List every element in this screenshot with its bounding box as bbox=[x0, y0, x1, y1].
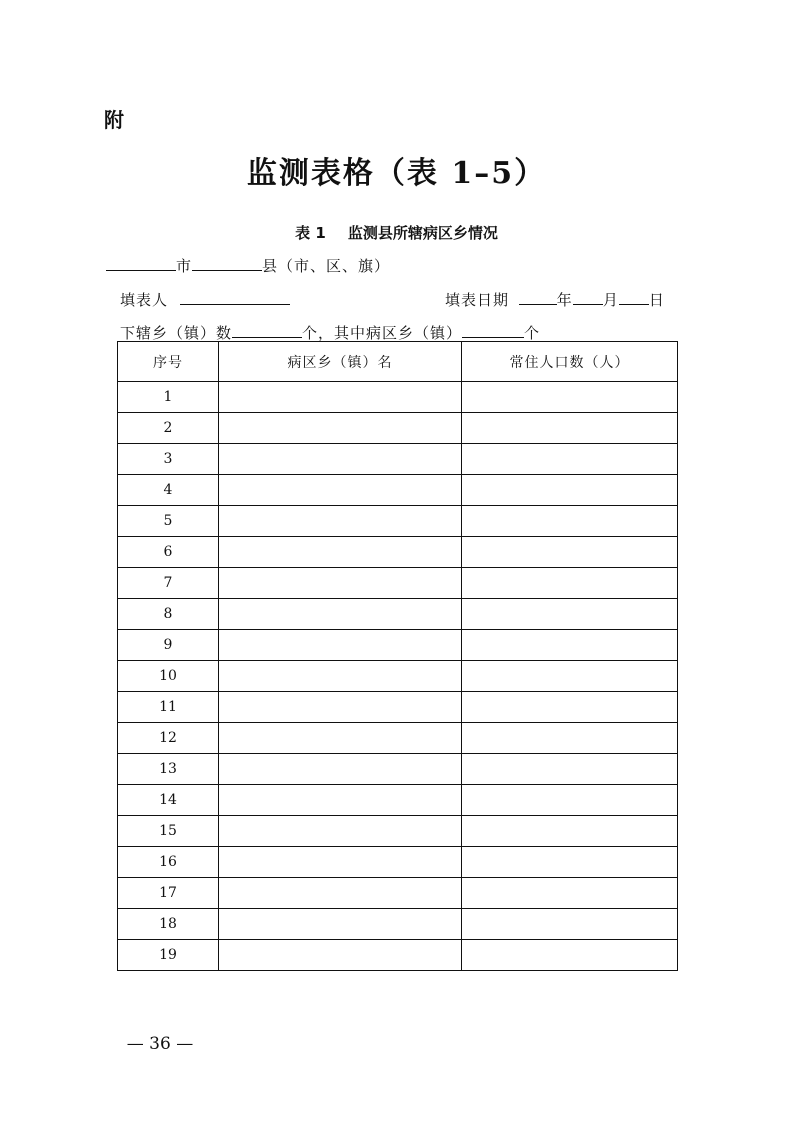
row-index: 9 bbox=[118, 630, 219, 661]
table-subtitle bbox=[0, 222, 793, 243]
table-row bbox=[118, 599, 678, 630]
table-row bbox=[118, 847, 678, 878]
population-cell[interactable] bbox=[462, 537, 678, 568]
town-name-cell[interactable] bbox=[219, 940, 462, 971]
town-name-cell[interactable] bbox=[219, 723, 462, 754]
population-cell[interactable] bbox=[462, 723, 678, 754]
col-header-population: 常住人口数（人） bbox=[462, 342, 678, 382]
survey-table bbox=[117, 341, 678, 971]
population-cell[interactable] bbox=[462, 506, 678, 537]
town-name-cell[interactable] bbox=[219, 785, 462, 816]
table-row bbox=[118, 444, 678, 475]
region-line bbox=[106, 255, 390, 276]
towns-mid: 个，其中病区乡（镇） bbox=[302, 324, 463, 342]
population-cell[interactable] bbox=[462, 475, 678, 506]
town-name-cell[interactable] bbox=[219, 816, 462, 847]
table-header-row bbox=[118, 342, 678, 382]
town-name-cell[interactable] bbox=[219, 413, 462, 444]
row-index: 2 bbox=[118, 413, 219, 444]
table-row bbox=[118, 475, 678, 506]
row-index: 17 bbox=[118, 878, 219, 909]
population-cell[interactable] bbox=[462, 940, 678, 971]
table-row bbox=[118, 785, 678, 816]
table-row bbox=[118, 940, 678, 971]
table-row bbox=[118, 661, 678, 692]
filler-line bbox=[120, 289, 290, 310]
town-name-cell[interactable] bbox=[219, 692, 462, 723]
towns-line bbox=[120, 322, 540, 343]
town-name-cell[interactable] bbox=[219, 568, 462, 599]
row-index: 6 bbox=[118, 537, 219, 568]
town-name-cell[interactable] bbox=[219, 382, 462, 413]
row-index: 4 bbox=[118, 475, 219, 506]
population-cell[interactable] bbox=[462, 878, 678, 909]
year-field[interactable] bbox=[519, 289, 557, 305]
town-name-cell[interactable] bbox=[219, 878, 462, 909]
population-cell[interactable] bbox=[462, 847, 678, 878]
row-index: 5 bbox=[118, 506, 219, 537]
row-index: 1 bbox=[118, 382, 219, 413]
towns-suffix: 个 bbox=[524, 324, 541, 342]
table-row bbox=[118, 382, 678, 413]
town-name-cell[interactable] bbox=[219, 847, 462, 878]
filler-label: 填表人 bbox=[120, 291, 169, 309]
date-label: 填表日期 bbox=[445, 291, 510, 309]
town-name-cell[interactable] bbox=[219, 444, 462, 475]
row-index: 11 bbox=[118, 692, 219, 723]
table-row bbox=[118, 506, 678, 537]
date-line bbox=[445, 289, 665, 310]
town-name-cell[interactable] bbox=[219, 599, 462, 630]
table-row bbox=[118, 723, 678, 754]
town-name-cell[interactable] bbox=[219, 537, 462, 568]
row-index: 10 bbox=[118, 661, 219, 692]
filler-field[interactable] bbox=[180, 289, 290, 305]
page-number: — 36 — bbox=[126, 1034, 194, 1054]
population-cell[interactable] bbox=[462, 599, 678, 630]
table-row bbox=[118, 754, 678, 785]
towns-count-field[interactable] bbox=[232, 322, 302, 338]
town-name-cell[interactable] bbox=[219, 475, 462, 506]
row-index: 19 bbox=[118, 940, 219, 971]
table-row bbox=[118, 816, 678, 847]
table-row bbox=[118, 413, 678, 444]
row-index: 12 bbox=[118, 723, 219, 754]
city-label: 市 bbox=[176, 257, 193, 275]
row-index: 13 bbox=[118, 754, 219, 785]
town-name-cell[interactable] bbox=[219, 909, 462, 940]
population-cell[interactable] bbox=[462, 568, 678, 599]
row-index: 3 bbox=[118, 444, 219, 475]
table-row bbox=[118, 692, 678, 723]
town-name-cell[interactable] bbox=[219, 754, 462, 785]
table-number: 表 1 bbox=[295, 224, 326, 242]
day-field[interactable] bbox=[619, 289, 649, 305]
col-header-index: 序号 bbox=[118, 342, 219, 382]
col-header-town-name: 病区乡（镇）名 bbox=[219, 342, 462, 382]
towns-prefix: 下辖乡（镇）数 bbox=[120, 324, 233, 342]
population-cell[interactable] bbox=[462, 661, 678, 692]
row-index: 16 bbox=[118, 847, 219, 878]
table-row bbox=[118, 630, 678, 661]
month-label: 月 bbox=[602, 291, 619, 309]
population-cell[interactable] bbox=[462, 909, 678, 940]
population-cell[interactable] bbox=[462, 382, 678, 413]
population-cell[interactable] bbox=[462, 413, 678, 444]
population-cell[interactable] bbox=[462, 692, 678, 723]
table-row bbox=[118, 909, 678, 940]
population-cell[interactable] bbox=[462, 785, 678, 816]
row-index: 18 bbox=[118, 909, 219, 940]
page-title: 监测表格（表 1–5） bbox=[246, 156, 547, 191]
city-field[interactable] bbox=[106, 255, 176, 271]
annex-label: 附 bbox=[104, 108, 124, 132]
row-index: 15 bbox=[118, 816, 219, 847]
population-cell[interactable] bbox=[462, 630, 678, 661]
table-row bbox=[118, 568, 678, 599]
county-label: 县（市、区、旗） bbox=[262, 257, 391, 275]
town-name-cell[interactable] bbox=[219, 661, 462, 692]
row-index: 7 bbox=[118, 568, 219, 599]
disease-towns-field[interactable] bbox=[462, 322, 524, 338]
population-cell[interactable] bbox=[462, 444, 678, 475]
day-label: 日 bbox=[648, 291, 665, 309]
month-field[interactable] bbox=[573, 289, 603, 305]
table-row bbox=[118, 878, 678, 909]
year-label: 年 bbox=[556, 291, 573, 309]
town-name-cell[interactable] bbox=[219, 506, 462, 537]
row-index: 14 bbox=[118, 785, 219, 816]
population-cell[interactable] bbox=[462, 754, 678, 785]
population-cell[interactable] bbox=[462, 816, 678, 847]
table-name: 监测县所辖病区乡情况 bbox=[347, 224, 498, 242]
county-field[interactable] bbox=[192, 255, 262, 271]
row-index: 8 bbox=[118, 599, 219, 630]
table-row bbox=[118, 537, 678, 568]
town-name-cell[interactable] bbox=[219, 630, 462, 661]
